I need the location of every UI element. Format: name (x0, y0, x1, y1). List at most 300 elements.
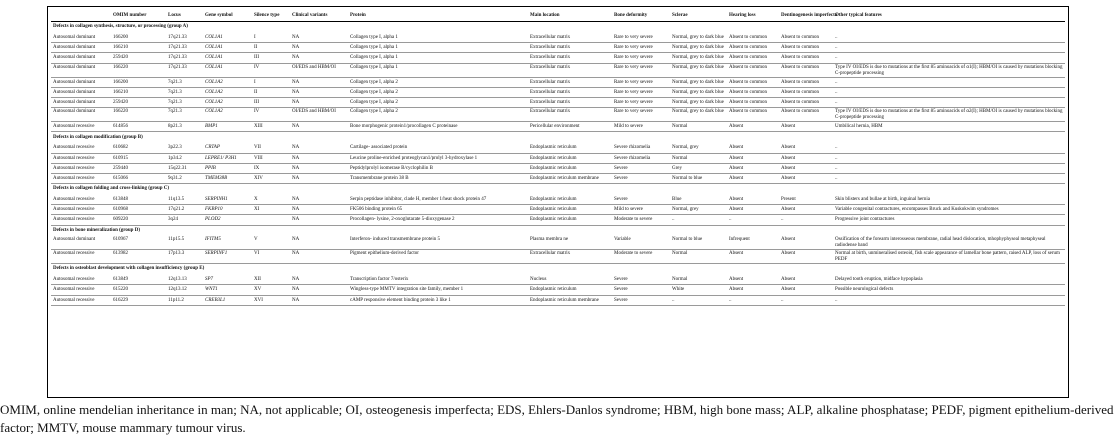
table-body (51, 22, 1065, 306)
dentinogenesis-cell: Absent (779, 236, 833, 250)
sclerae-cell: Normal, grey to dark blue (670, 43, 727, 53)
main-location-cell: Endoplasmic reticulum (528, 195, 612, 205)
header-cell: Dentinogenesis imperfecta (779, 11, 833, 22)
table-row (51, 122, 1065, 132)
hearing-loss-cell: Absent to common (727, 53, 779, 63)
protein-cell: Peptidylprolyl isomerase B/cyclophilin B (348, 163, 528, 173)
sclerae-cell: .. (670, 215, 727, 225)
sclerae-cell: Normal, grey to dark blue (670, 97, 727, 107)
inheritance-cell: Autosomal recessive (51, 143, 111, 153)
protein-cell: cAMP responsive element binding protein 3 like 1 (348, 295, 528, 305)
protein-cell: Collagen type I, alpha 1 (348, 53, 528, 63)
table-row (51, 53, 1065, 63)
gene-symbol-cell: IFITM5 (203, 236, 252, 250)
locus-cell: 3q24 (166, 215, 203, 225)
protein-cell: FK506 binding protein 65 (348, 205, 528, 215)
protein-cell: Pigment epithelium-derived factor (348, 250, 528, 264)
clinical-variants-cell: NA (290, 33, 348, 43)
main-location-cell: Endoplasmic reticulum (528, 163, 612, 173)
bone-deformity-cell: Rare to very severe (612, 63, 670, 77)
other-features-cell: Type IV OI/EDS is due to mutations at the first 85 aminoacids of α2(I); HBM/OI is caused by mutations blocking C-propeptide processing (833, 108, 1065, 122)
locus-cell: 1p34.2 (166, 153, 203, 163)
locus-cell: 17q21.33 (166, 33, 203, 43)
other-features-cell: .. (833, 77, 1065, 87)
header-cell: Protein (348, 11, 528, 22)
table-row (51, 63, 1065, 77)
omim-cell: 166200 (111, 33, 166, 43)
table-row (51, 173, 1065, 183)
dentinogenesis-cell: Absent to common (779, 63, 833, 77)
other-features-cell: Ossification of the forearm interosseous membrane, radial head dislocation, mhophyphyseal metaphyseal radiodense band (833, 236, 1065, 250)
table-row (51, 250, 1065, 264)
oi-classification-table (51, 11, 1065, 306)
silence-type-cell: II (252, 43, 290, 53)
omim-cell: 610915 (111, 153, 166, 163)
silence-type-cell: XIII (252, 122, 290, 132)
clinical-variants-cell: NA (290, 285, 348, 295)
main-location-cell: Endoplasmic reticulum (528, 153, 612, 163)
hearing-loss-cell: .. (727, 215, 779, 225)
silence-type-cell: VI (252, 250, 290, 264)
hearing-loss-cell: Absent to common (727, 77, 779, 87)
silence-type-cell: I (252, 33, 290, 43)
gene-symbol-cell: SERPINF1 (203, 250, 252, 264)
protein-cell: Collagen type I, alpha 2 (348, 97, 528, 107)
dentinogenesis-cell: Absent (779, 122, 833, 132)
dentinogenesis-cell: Absent to common (779, 77, 833, 87)
locus-cell: 17q21.33 (166, 43, 203, 53)
other-features-cell: .. (833, 53, 1065, 63)
omim-cell: 610968 (111, 205, 166, 215)
gene-symbol-cell: COL1A1 (203, 63, 252, 77)
gene-symbol-cell: COL1A1 (203, 43, 252, 53)
dentinogenesis-cell: Absent (779, 163, 833, 173)
table-row (51, 195, 1065, 205)
gene-symbol-cell: COL1A2 (203, 97, 252, 107)
silence-type-cell: IV (252, 108, 290, 122)
header-cell: Main location (528, 11, 612, 22)
silence-type-cell: XV (252, 285, 290, 295)
gene-symbol-cell: PPIB (203, 163, 252, 173)
main-location-cell: Endoplasmic reticulum (528, 285, 612, 295)
dentinogenesis-cell: Absent (779, 275, 833, 285)
omim-cell: 259420 (111, 53, 166, 63)
dentinogenesis-cell: Absent to common (779, 108, 833, 122)
silence-type-cell: IX (252, 163, 290, 173)
group-title: Defects in bone mineralization (group D) (53, 227, 140, 233)
omim-cell: 166200 (111, 77, 166, 87)
dentinogenesis-cell: Present (779, 195, 833, 205)
inheritance-cell: Autosomal dominant (51, 63, 111, 77)
hearing-loss-cell: Absent (727, 122, 779, 132)
main-location-cell: Extracellular matrix (528, 43, 612, 53)
clinical-variants-cell: NA (290, 53, 348, 63)
group-header-row (51, 22, 1065, 33)
inheritance-cell: Autosomal recessive (51, 163, 111, 173)
protein-cell: Wingless-type MMTV integration site family, member 1 (348, 285, 528, 295)
other-features-cell: Progressive joint contractures (833, 215, 1065, 225)
clinical-variants-cell: NA (290, 153, 348, 163)
other-features-cell: .. (833, 43, 1065, 53)
gene-symbol-cell: SERPINH1 (203, 195, 252, 205)
other-features-cell: .. (833, 87, 1065, 97)
table-row (51, 143, 1065, 153)
inheritance-cell: Autosomal dominant (51, 108, 111, 122)
bone-deformity-cell: Severe (612, 195, 670, 205)
hearing-loss-cell: Absent to common (727, 33, 779, 43)
other-features-cell: Variable congenital contractures, encompasses Bruck and Kuskokwim syndromes (833, 205, 1065, 215)
omim-cell: 166210 (111, 43, 166, 53)
locus-cell: 3p22.3 (166, 143, 203, 153)
protein-cell: Collagen type I, alpha 1 (348, 33, 528, 43)
main-location-cell: Extracellular matrix (528, 53, 612, 63)
bone-deformity-cell: Moderate to severe (612, 250, 670, 264)
header-cell: Hearing loss (727, 11, 779, 22)
omim-cell: 616229 (111, 295, 166, 305)
header-cell: Silence type (252, 11, 290, 22)
hearing-loss-cell: Absent to common (727, 97, 779, 107)
other-features-cell: Possible neurological defects (833, 285, 1065, 295)
inheritance-cell: Autosomal recessive (51, 285, 111, 295)
sclerae-cell: Normal, grey to dark blue (670, 77, 727, 87)
gene-symbol-cell: FKBP10 (203, 205, 252, 215)
dentinogenesis-cell: .. (779, 215, 833, 225)
locus-cell: 17q21.33 (166, 53, 203, 63)
bone-deformity-cell: Severe (612, 295, 670, 305)
hearing-loss-cell: Absent (727, 153, 779, 163)
silence-type-cell (252, 215, 290, 225)
table-row (51, 153, 1065, 163)
table-row (51, 108, 1065, 122)
table-row (51, 43, 1065, 53)
omim-cell: 615066 (111, 173, 166, 183)
clinical-variants-cell: NA (290, 236, 348, 250)
omim-cell: 259420 (111, 97, 166, 107)
dentinogenesis-cell: .. (779, 295, 833, 305)
group-title: Defects in osteoblast development with collagen insufficiency (group E) (53, 266, 205, 272)
bone-deformity-cell: Rare to very severe (612, 53, 670, 63)
omim-cell: 613848 (111, 195, 166, 205)
locus-cell: 11p15.5 (166, 236, 203, 250)
sclerae-cell: Normal, grey (670, 205, 727, 215)
clinical-variants-cell: NA (290, 215, 348, 225)
omim-cell: 613982 (111, 250, 166, 264)
header-cell (51, 11, 111, 22)
hearing-loss-cell: Absent to common (727, 63, 779, 77)
locus-cell: 7q21.3 (166, 87, 203, 97)
bone-deformity-cell: Severe (612, 285, 670, 295)
inheritance-cell: Autosomal recessive (51, 275, 111, 285)
sclerae-cell: Normal (670, 153, 727, 163)
inheritance-cell: Autosomal recessive (51, 153, 111, 163)
locus-cell: 8p21.3 (166, 122, 203, 132)
other-features-cell: Skin blisters and bullae at birth, inguinal hernia (833, 195, 1065, 205)
table-row (51, 285, 1065, 295)
omim-cell: 166210 (111, 87, 166, 97)
header-cell: Locus (166, 11, 203, 22)
protein-cell: Collagen type I, alpha 1 (348, 63, 528, 77)
hearing-loss-cell: Absent (727, 250, 779, 264)
protein-cell: Interferon- induced transmembrane protein 5 (348, 236, 528, 250)
main-location-cell: Nucleus (528, 275, 612, 285)
other-features-cell: .. (833, 295, 1065, 305)
inheritance-cell: Autosomal recessive (51, 250, 111, 264)
clinical-variants-cell: NA (290, 275, 348, 285)
gene-symbol-cell: TMEM38B (203, 173, 252, 183)
bone-deformity-cell: Rare to very severe (612, 33, 670, 43)
inheritance-cell: Autosomal dominant (51, 87, 111, 97)
silence-type-cell: II (252, 87, 290, 97)
silence-type-cell: V (252, 236, 290, 250)
omim-cell: 259440 (111, 163, 166, 173)
bone-deformity-cell: Severe rhizomelia (612, 143, 670, 153)
hearing-loss-cell: Absent to common (727, 108, 779, 122)
inheritance-cell: Autosomal recessive (51, 205, 111, 215)
hearing-loss-cell: Absent (727, 173, 779, 183)
clinical-variants-cell: NA (290, 163, 348, 173)
protein-cell: Collagen type I, alpha 1 (348, 43, 528, 53)
silence-type-cell: XVI (252, 295, 290, 305)
sclerae-cell: Normal, grey to dark blue (670, 108, 727, 122)
protein-cell: Collagen type I, alpha 2 (348, 87, 528, 97)
main-location-cell: Endoplasmic reticulum (528, 143, 612, 153)
table-row (51, 275, 1065, 285)
locus-cell: 12q13.12 (166, 285, 203, 295)
gene-symbol-cell: LEPRE1/ P3H1 (203, 153, 252, 163)
bone-deformity-cell: Severe (612, 163, 670, 173)
clinical-variants-cell: NA (290, 43, 348, 53)
clinical-variants-cell: NA (290, 87, 348, 97)
header-cell: Sclerae (670, 11, 727, 22)
group-header-row (51, 184, 1065, 195)
clinical-variants-cell: OI/EDS and HBM/OI (290, 108, 348, 122)
bone-deformity-cell: Mild to severe (612, 205, 670, 215)
main-location-cell: Extracellular matrix (528, 87, 612, 97)
sclerae-cell: Blue (670, 195, 727, 205)
table-row (51, 87, 1065, 97)
protein-cell: Collagen type I, alpha 2 (348, 77, 528, 87)
header-cell: Bone deformity (612, 11, 670, 22)
group-header-row (51, 132, 1065, 143)
dentinogenesis-cell: Absent to common (779, 87, 833, 97)
locus-cell: 15q22.31 (166, 163, 203, 173)
header-row (51, 11, 1065, 22)
other-features-cell: .. (833, 143, 1065, 153)
bone-deformity-cell: Rare to very severe (612, 87, 670, 97)
omim-cell: 613849 (111, 275, 166, 285)
hearing-loss-cell: Absent (727, 195, 779, 205)
sclerae-cell: Normal to blue (670, 236, 727, 250)
dentinogenesis-cell: Absent (779, 250, 833, 264)
gene-symbol-cell: COL1A1 (203, 53, 252, 63)
hearing-loss-cell: Absent (727, 163, 779, 173)
sclerae-cell: Normal (670, 275, 727, 285)
table-row (51, 295, 1065, 305)
gene-symbol-cell: COL1A2 (203, 77, 252, 87)
hearing-loss-cell: Absent (727, 275, 779, 285)
silence-type-cell: VII (252, 143, 290, 153)
bone-deformity-cell: Rare to very severe (612, 108, 670, 122)
clinical-variants-cell: NA (290, 173, 348, 183)
bone-deformity-cell: Rare to very severe (612, 97, 670, 107)
inheritance-cell: Autosomal dominant (51, 53, 111, 63)
dentinogenesis-cell: Absent (779, 143, 833, 153)
bone-deformity-cell: Rare to very severe (612, 43, 670, 53)
inheritance-cell: Autosomal dominant (51, 77, 111, 87)
hearing-loss-cell: Absent (727, 205, 779, 215)
omim-cell: 614856 (111, 122, 166, 132)
silence-type-cell: III (252, 53, 290, 63)
sclerae-cell: Normal, grey to dark blue (670, 53, 727, 63)
header-cell: Other typical features (833, 11, 1065, 22)
locus-cell: 12q13.13 (166, 275, 203, 285)
omim-cell: 166220 (111, 63, 166, 77)
bone-deformity-cell: Variable (612, 236, 670, 250)
silence-type-cell: IV (252, 63, 290, 77)
main-location-cell: Endoplasmic reticulum membrane (528, 173, 612, 183)
table-row (51, 163, 1065, 173)
main-location-cell: Plasma membra ne (528, 236, 612, 250)
omim-cell: 615220 (111, 285, 166, 295)
sclerae-cell: Normal, grey (670, 143, 727, 153)
table-frame (47, 6, 1069, 398)
locus-cell: 11p11.2 (166, 295, 203, 305)
clinical-variants-cell: NA (290, 97, 348, 107)
group-header-row (51, 264, 1065, 275)
dentinogenesis-cell: Absent (779, 205, 833, 215)
clinical-variants-cell: NA (290, 195, 348, 205)
silence-type-cell: VIII (252, 153, 290, 163)
table-row (51, 77, 1065, 87)
inheritance-cell: Autosomal dominant (51, 236, 111, 250)
locus-cell: 17q21.33 (166, 63, 203, 77)
main-location-cell: Extracellular matrix (528, 108, 612, 122)
hearing-loss-cell: .. (727, 295, 779, 305)
hearing-loss-cell: Absent (727, 143, 779, 153)
omim-cell: 610682 (111, 143, 166, 153)
group-header-row (51, 225, 1065, 236)
other-features-cell: Delayed tooth eruption, midface hypoplasia (833, 275, 1065, 285)
table-row (51, 33, 1065, 43)
clinical-variants-cell: NA (290, 143, 348, 153)
sclerae-cell: Normal to blue (670, 173, 727, 183)
clinical-variants-cell: NA (290, 205, 348, 215)
other-features-cell: Normal at birth, unmineralised osteoid, fish scale appearance of lamellar bone pattern, raised ALP, loss of serum PEDF (833, 250, 1065, 264)
protein-cell: Transcription factor 7/osterix (348, 275, 528, 285)
protein-cell: Serpin peptidase inhibitor, clade H, member 1/heat shock protein 47 (348, 195, 528, 205)
header-cell: Gene symbol (203, 11, 252, 22)
locus-cell: 17q21.2 (166, 205, 203, 215)
bone-deformity-cell: Rare to very severe (612, 77, 670, 87)
table-row (51, 205, 1065, 215)
dentinogenesis-cell: Absent to common (779, 53, 833, 63)
sclerae-cell: Normal (670, 122, 727, 132)
dentinogenesis-cell: Absent (779, 285, 833, 295)
sclerae-cell: Grey (670, 163, 727, 173)
dentinogenesis-cell: Absent (779, 153, 833, 163)
locus-cell: 7q21.3 (166, 97, 203, 107)
sclerae-cell: Normal, grey to dark blue (670, 63, 727, 77)
protein-cell: Leucine proline-enriched proteoglycan1/prolyl 3-hydroxylase 1 (348, 153, 528, 163)
main-location-cell: Endoplasmic reticulum (528, 205, 612, 215)
main-location-cell: Extracellular matrix (528, 250, 612, 264)
main-location-cell: Extracellular matrix (528, 77, 612, 87)
group-title: Defects in collagen synthesis, structure, or processing (group A) (53, 24, 188, 30)
inheritance-cell: Autosomal dominant (51, 43, 111, 53)
inheritance-cell: Autosomal recessive (51, 195, 111, 205)
other-features-cell: .. (833, 173, 1065, 183)
protein-cell: Collagen type I, alpha 2 (348, 108, 528, 122)
silence-type-cell: I (252, 77, 290, 87)
clinical-variants-cell: OI/EDS and HBM/OI (290, 63, 348, 77)
bone-deformity-cell: Moderate to severe (612, 215, 670, 225)
bone-deformity-cell: Severe rhizomelia (612, 153, 670, 163)
other-features-cell: .. (833, 33, 1065, 43)
dentinogenesis-cell: Absent to common (779, 33, 833, 43)
table-row (51, 236, 1065, 250)
silence-type-cell: XIV (252, 173, 290, 183)
omim-cell: 610967 (111, 236, 166, 250)
omim-cell: 609220 (111, 215, 166, 225)
inheritance-cell: Autosomal dominant (51, 97, 111, 107)
locus-cell: 11q13.5 (166, 195, 203, 205)
main-location-cell: Endoplasmic reticulum (528, 215, 612, 225)
inheritance-cell: Autosomal recessive (51, 122, 111, 132)
silence-type-cell: XI (252, 205, 290, 215)
inheritance-cell: Autosomal dominant (51, 33, 111, 43)
main-location-cell: Endoplasmic reticulum membrane (528, 295, 612, 305)
other-features-cell: .. (833, 97, 1065, 107)
other-features-cell: Umbilical hernia, HBM (833, 122, 1065, 132)
gene-symbol-cell: CREB3L1 (203, 295, 252, 305)
other-features-cell: .. (833, 163, 1065, 173)
sclerae-cell: .. (670, 295, 727, 305)
dentinogenesis-cell: Absent (779, 173, 833, 183)
silence-type-cell: X (252, 195, 290, 205)
table-row (51, 215, 1065, 225)
dentinogenesis-cell: Absent to common (779, 43, 833, 53)
table-footnote: OMIM, online mendelian inheritance in man; NA, not applicable; OI, osteogenesis imperfecta; EDS, Ehlers-Danlos syndrome; HBM, high bone mass; ALP, alkaline phosphatase; PEDF, pigment epithelium-derived factor; MMTV, mouse mammary tumour virus. (0, 402, 1114, 435)
gene-symbol-cell: PLOD2 (203, 215, 252, 225)
table-row (51, 97, 1065, 107)
silence-type-cell: III (252, 97, 290, 107)
protein-cell: Cartilage- associated protein (348, 143, 528, 153)
gene-symbol-cell: COL1A2 (203, 87, 252, 97)
sclerae-cell: White (670, 285, 727, 295)
locus-cell: 7q21.3 (166, 77, 203, 87)
bone-deformity-cell: Severe (612, 275, 670, 285)
clinical-variants-cell: NA (290, 250, 348, 264)
omim-cell: 166220 (111, 108, 166, 122)
locus-cell: 7q21.3 (166, 108, 203, 122)
gene-symbol-cell: WNT1 (203, 285, 252, 295)
dentinogenesis-cell: Absent to common (779, 97, 833, 107)
main-location-cell: Pericellular environment (528, 122, 612, 132)
protein-cell: Procollagen- lysine, 2-oxoglutarate 5-dioxygenase 2 (348, 215, 528, 225)
bone-deformity-cell: Mild to severe (612, 122, 670, 132)
main-location-cell: Extracellular matrix (528, 33, 612, 43)
locus-cell: 9q31.2 (166, 173, 203, 183)
gene-symbol-cell: CRTAP (203, 143, 252, 153)
inheritance-cell: Autosomal recessive (51, 173, 111, 183)
inheritance-cell: Autosomal recessive (51, 215, 111, 225)
main-location-cell: Extracellular matrix (528, 63, 612, 77)
protein-cell: Transmembrane protein 38 B (348, 173, 528, 183)
hearing-loss-cell: Absent to common (727, 43, 779, 53)
gene-symbol-cell: COL1A1 (203, 33, 252, 43)
gene-symbol-cell: COL1A2 (203, 108, 252, 122)
other-features-cell: .. (833, 153, 1065, 163)
